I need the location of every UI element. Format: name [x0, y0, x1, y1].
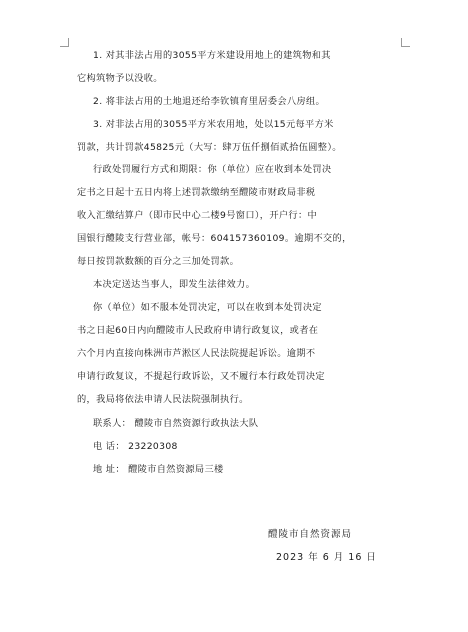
appeal-line2: 书之日起60日内向醴陵市人民政府申请行政复议，或者在: [77, 325, 319, 336]
item1-line1: 1. 对其非法占用的3055平方米建设用地上的建筑物和其: [93, 50, 331, 61]
payment-line3: 收入汇缴结算户（即市民中心二楼9号窗口），开户行：中: [77, 210, 318, 221]
delivery-text: 本决定送达当事人，即发生法律效力。: [93, 279, 256, 290]
contact-phone: 电 话： 23220308: [93, 441, 178, 452]
page-corner-mark-top-right: [401, 38, 410, 47]
page-corner-mark-top-left: [60, 38, 69, 47]
item3-line1: 3. 对非法占用的3055平方米农用地，处以15元每平方米: [93, 119, 334, 130]
issue-date: 2023 年 6 月 16 日: [276, 552, 377, 563]
appeal-line4: 申请行政复议，不提起行政诉讼，又不履行本行政处罚决定: [77, 371, 325, 382]
item1-line2: 它构筑物予以没收。: [77, 73, 163, 84]
payment-line4: 国银行醴陵支行营业部，帐号：604157360109。逾期不交的，: [77, 233, 352, 244]
contact-address: 地 址： 醴陵市自然资源局三楼: [93, 464, 224, 475]
payment-line2: 定书之日起十五日内将上述罚款缴纳至醴陵市财政局非税: [77, 187, 316, 198]
appeal-line3: 六个月内直接向株洲市芦淞区人民法院提起诉讼。逾期不: [77, 348, 316, 359]
item3-line2: 罚款，共计罚款45825元（大写：肆万伍仟捌佰贰拾伍圆整）。: [77, 142, 342, 153]
contact-person: 联系人： 醴陵市自然资源行政执法大队: [93, 418, 259, 429]
issuer-name: 醴陵市自然资源局: [268, 529, 353, 540]
appeal-line1: 你（单位）如不服本处罚决定，可以在收到本处罚决定: [93, 302, 322, 313]
payment-line1: 行政处罚履行方式和期限：你（单位）应在收到本处罚决: [93, 164, 332, 175]
appeal-line5: 的，我局将依法申请人民法院强制执行。: [77, 394, 249, 405]
payment-line5: 每日按罚款数额的百分之三加处罚款。: [77, 256, 240, 267]
item2-text: 2. 将非法占用的土地退还给李钦镇育里居委会八房组。: [93, 96, 326, 107]
